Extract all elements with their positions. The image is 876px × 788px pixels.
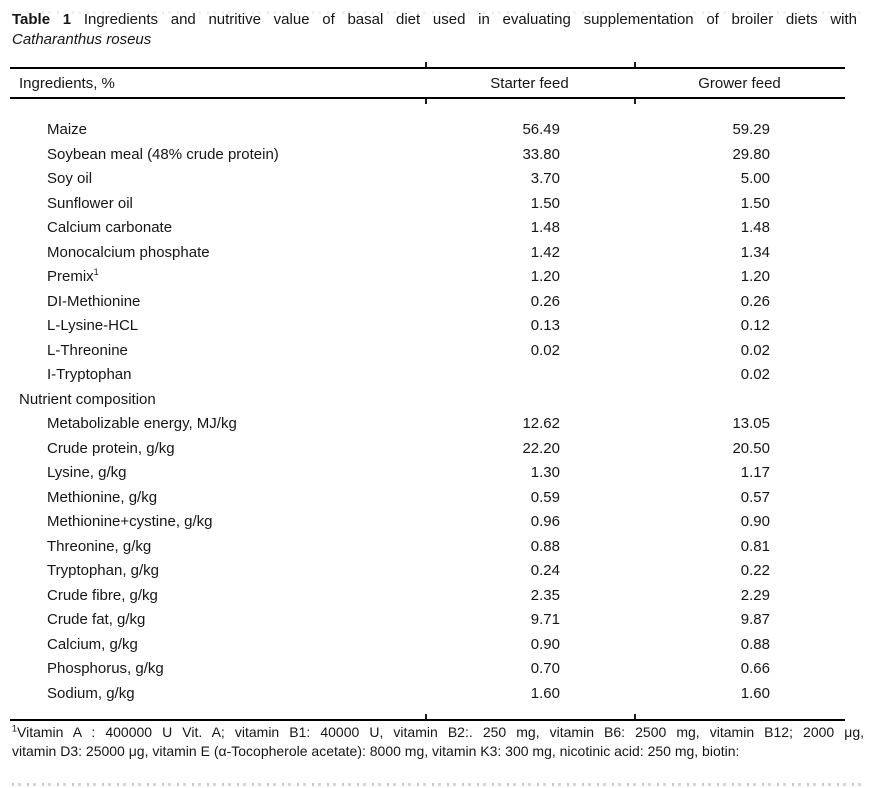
table-row [10, 289, 845, 314]
table-row [10, 485, 845, 510]
grower-feed-value: 1.60 [740, 684, 770, 702]
starter-feed-value: 0.02 [530, 341, 560, 359]
grower-feed-value: 1.20 [740, 268, 770, 286]
starter-feed-value: 1.30 [530, 464, 560, 482]
grower-feed-value: 0.22 [740, 562, 770, 580]
table-row [10, 338, 845, 363]
table-bottom-rule [10, 719, 845, 721]
row-label: Soy oil [47, 170, 93, 188]
footnote-marker: 1 [12, 722, 18, 733]
grower-feed-value: 20.50 [732, 439, 770, 457]
starter-feed-value: 0.88 [530, 537, 560, 555]
table-row [10, 632, 845, 657]
grower-feed-value: 13.05 [732, 415, 770, 433]
starter-feed-value: 33.80 [522, 145, 560, 163]
table-row [10, 436, 845, 461]
starter-feed-value: 1.20 [530, 268, 560, 286]
section-header-row [10, 387, 845, 412]
starter-feed-value: 2.35 [530, 586, 560, 604]
grower-feed-value: 1.34 [740, 243, 770, 261]
column-boundary-tick [425, 714, 427, 719]
grower-feed-value: 0.12 [740, 317, 770, 335]
col-header-starter-feed: Starter feed [490, 74, 569, 92]
row-label: Maize [47, 121, 88, 139]
row-label: Nutrient composition [19, 390, 156, 408]
row-label: Crude fat, g/kg [47, 611, 146, 629]
starter-feed-value: 0.70 [530, 660, 560, 678]
row-label: Soybean meal (48% crude protein) [47, 145, 279, 163]
footnote-line-1 [12, 723, 864, 743]
grower-feed-value: 59.29 [732, 121, 770, 139]
table-row [10, 412, 845, 437]
column-boundary-tick [634, 714, 636, 719]
table-row [10, 657, 845, 682]
starter-feed-value: 12.62 [522, 415, 560, 433]
grower-feed-value: 0.02 [740, 366, 770, 384]
table-caption [12, 10, 857, 50]
footnote-reference: 1 [93, 267, 99, 278]
table-header-row [10, 69, 845, 97]
starter-feed-value: 1.50 [530, 194, 560, 212]
footnote-line-2: vitamin D3: 25000 μg, vitamin E (α-Tocopherole acetate): 8000 mg, vitamin K3: 300 mg, nicotinic acid: 250 mg, biotin: [12, 743, 740, 759]
table-row [10, 510, 845, 535]
row-label: Calcium carbonate [47, 219, 173, 237]
row-label: Phosphorus, g/kg [47, 660, 164, 678]
table-row [10, 314, 845, 339]
column-boundary-tick [634, 99, 636, 104]
table-number: Table 1 [12, 11, 72, 28]
table-row [10, 363, 845, 388]
species-name: Catharanthus roseus [12, 31, 152, 48]
table-row [10, 559, 845, 584]
grower-feed-value: 0.02 [740, 341, 770, 359]
row-label: Calcium, g/kg [47, 635, 138, 653]
starter-feed-value: 9.71 [530, 611, 560, 629]
row-label: I-Tryptophan [47, 366, 132, 384]
table-row [10, 240, 845, 265]
table-row [10, 265, 845, 290]
table-body [10, 99, 845, 719]
grower-feed-value: 29.80 [732, 145, 770, 163]
starter-feed-value: 56.49 [522, 121, 560, 139]
table-row [10, 681, 845, 706]
row-label: Methionine+cystine, g/kg [47, 513, 213, 531]
starter-feed-value: 0.13 [530, 317, 560, 335]
column-boundary-tick [425, 99, 427, 104]
column-boundary-tick [634, 62, 636, 67]
footnote [12, 723, 864, 762]
grower-feed-value: 1.48 [740, 219, 770, 237]
ingredients-table [10, 67, 845, 721]
starter-feed-value: 0.96 [530, 513, 560, 531]
starter-feed-value: 0.59 [530, 488, 560, 506]
starter-feed-value: 3.70 [530, 170, 560, 188]
footnote-text-1: Vitamin A : 400000 U Vit. A; vitamin B1: 40000 U, vitamin B2:. 250 mg, vitamin B6: 2500 mg, vitamin B12; 2000 μg, [17, 723, 864, 740]
starter-feed-value: 1.48 [530, 219, 560, 237]
starter-feed-value: 22.20 [522, 439, 560, 457]
row-label: Lysine, g/kg [47, 464, 127, 482]
row-label: L-Threonine [47, 341, 128, 359]
caption-text: Ingredients and nutritive value of basal diet used in evaluating supplementation of broiler diets with [83, 11, 857, 28]
table-row [10, 191, 845, 216]
row-label: Monocalcium phosphate [47, 243, 210, 261]
grower-feed-value: 1.17 [740, 464, 770, 482]
table-row [10, 142, 845, 167]
grower-feed-value: 5.00 [740, 170, 770, 188]
grower-feed-value: 0.81 [740, 537, 770, 555]
grower-feed-value: 0.66 [740, 660, 770, 678]
table-row [10, 118, 845, 143]
row-label: L-Lysine-HCL [47, 317, 139, 335]
grower-feed-value: 0.88 [740, 635, 770, 653]
starter-feed-value: 1.42 [530, 243, 560, 261]
table-row [10, 583, 845, 608]
row-label: Tryptophan, g/kg [47, 562, 160, 580]
table-row [10, 167, 845, 192]
grower-feed-value: 0.57 [740, 488, 770, 506]
starter-feed-value: 0.90 [530, 635, 560, 653]
table-row [10, 534, 845, 559]
starter-feed-value: 0.26 [530, 292, 560, 310]
row-label: Premix$^1$ [47, 267, 99, 286]
column-boundary-tick [425, 62, 427, 67]
grower-feed-value: 2.29 [740, 586, 770, 604]
col-header-ingredients: Ingredients, % [19, 74, 115, 92]
row-label: DI-Methionine [47, 292, 141, 310]
row-label: Crude protein, g/kg [47, 439, 175, 457]
grower-feed-value: 1.50 [740, 194, 770, 212]
row-label: Methionine, g/kg [47, 488, 158, 506]
col-header-grower-feed: Grower feed [698, 74, 781, 92]
row-label: Sodium, g/kg [47, 684, 135, 702]
grower-feed-value: 0.26 [740, 292, 770, 310]
grower-feed-value: 0.90 [740, 513, 770, 531]
row-label: Metabolizable energy, MJ/kg [47, 415, 237, 433]
starter-feed-value: 1.60 [530, 684, 560, 702]
row-label: Sunflower oil [47, 194, 133, 212]
table-row [10, 461, 845, 486]
cutoff-text-bottom [12, 783, 862, 786]
grower-feed-value: 9.87 [740, 611, 770, 629]
row-label: Threonine, g/kg [47, 537, 152, 555]
starter-feed-value: 0.24 [530, 562, 560, 580]
table-row [10, 608, 845, 633]
cutoff-text-top [12, 11, 862, 14]
row-label: Crude fibre, g/kg [47, 586, 158, 604]
table-row [10, 216, 845, 241]
